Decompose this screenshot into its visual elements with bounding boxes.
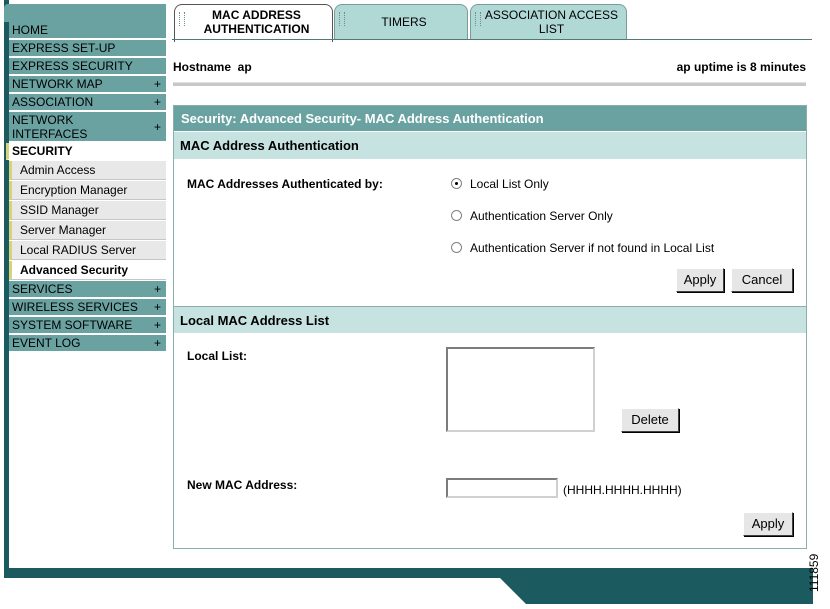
sidebar-subitem-admin-access[interactable] [9, 161, 166, 180]
new-mac-address-input[interactable] [446, 478, 558, 498]
radio-button-selected[interactable] [451, 178, 462, 189]
sidebar-subitem-label: Server Manager [20, 223, 107, 237]
radio-label: Authentication Server Only [470, 209, 613, 223]
sidebar-subitem-local-radius-server[interactable] [9, 241, 166, 260]
sidebar-item-label: EXPRESS SET-UP [12, 41, 116, 55]
bottom-frame-tail [500, 578, 813, 604]
sidebar-item-label: ASSOCIATION [12, 95, 94, 109]
radio-label: Local List Only [470, 177, 549, 191]
sidebar-item-security[interactable] [6, 143, 166, 160]
uptime-text: ap uptime is 8 minutes [676, 60, 806, 74]
tab-underline [172, 39, 812, 40]
mac-format-hint: (HHHH.HHHH.HHHH) [563, 483, 682, 497]
tab-label: MAC ADDRESS AUTHENTICATION [203, 8, 310, 36]
sidebar-item-label: EVENT LOG [12, 336, 81, 350]
sidebar-item-association[interactable] [9, 94, 166, 111]
sidebar-item-label: EXPRESS SECURITY [12, 59, 133, 73]
section-header-mac-auth: MAC Address Authentication [174, 132, 806, 159]
sidebar-subitem-advanced-security[interactable] [9, 261, 166, 280]
sidebar-subitem-encryption-manager[interactable] [9, 181, 166, 200]
expand-plus-icon[interactable]: + [153, 120, 161, 134]
bottom-frame-bar [4, 568, 813, 578]
expand-plus-icon[interactable]: + [153, 336, 161, 350]
sidebar-item-label: SYSTEM SOFTWARE [12, 318, 133, 332]
hostname-text: Hostname ap [173, 60, 252, 74]
local-mac-list-box[interactable] [446, 347, 595, 432]
figure-number: 111859 [807, 553, 821, 592]
sidebar-item-wireless-services[interactable] [9, 299, 166, 316]
new-mac-address-label: New MAC Address: [187, 478, 298, 492]
sidebar-item-label: WIRELESS SERVICES [12, 300, 138, 314]
tab-label: ASSOCIATION ACCESS LIST [484, 8, 619, 36]
sidebar-subitem-label: SSID Manager [20, 203, 99, 217]
panel-title: Security: Advanced Security- MAC Address Authentication [174, 106, 806, 131]
section-header-local-mac-list: Local MAC Address List [174, 306, 806, 333]
sidebar-item-express-setup[interactable] [9, 40, 166, 57]
sidebar-item-network-interfaces[interactable] [9, 112, 166, 142]
expand-plus-icon[interactable]: + [153, 318, 161, 332]
sidebar-item-label: SECURITY [12, 144, 73, 158]
sidebar-subitem-server-manager[interactable] [9, 221, 166, 240]
sidebar-subitem-label: Advanced Security [20, 263, 129, 277]
tab-label: TIMERS [381, 15, 427, 29]
sidebar-blank-area [9, 352, 166, 568]
sidebar-subitem-label: Encryption Manager [20, 183, 128, 197]
apply-button[interactable]: Apply [676, 268, 724, 292]
sidebar-subitem-ssid-manager[interactable] [9, 201, 166, 220]
sidebar-item-network-map[interactable] [9, 76, 166, 93]
expand-plus-icon[interactable]: + [153, 300, 161, 314]
sidebar-item-services[interactable] [9, 281, 166, 298]
tab-mac-address-authentication[interactable] [174, 4, 333, 42]
sidebar-item-label: HOME [12, 23, 48, 37]
sidebar-item-express-security[interactable] [9, 58, 166, 75]
sidebar-item-label: SERVICES [12, 282, 73, 296]
sidebar-top-cap [4, 4, 166, 22]
sidebar-subitem-label: Admin Access [20, 163, 96, 177]
sidebar-item-label: NETWORK MAP [12, 77, 103, 91]
expand-plus-icon[interactable]: + [153, 282, 161, 296]
header-divider [173, 82, 806, 86]
radio-button[interactable] [451, 210, 462, 221]
expand-plus-icon[interactable]: + [153, 77, 161, 91]
delete-button[interactable]: Delete [621, 408, 679, 432]
radio-button[interactable] [451, 242, 462, 253]
tab-association-access-list[interactable] [470, 4, 627, 40]
sidebar-item-system-software[interactable] [9, 317, 166, 334]
sidebar-subitem-label: Local RADIUS Server [20, 243, 137, 257]
sidebar-item-home[interactable] [9, 22, 166, 39]
sidebar-item-event-log[interactable] [9, 335, 166, 352]
apply-new-mac-button[interactable]: Apply [743, 512, 793, 536]
sidebar-item-label: NETWORK INTERFACES [12, 113, 88, 141]
tab-timers[interactable] [334, 4, 468, 40]
radio-label: Authentication Server if not found in Local List [470, 241, 715, 255]
local-list-label: Local List: [187, 349, 248, 363]
mac-auth-by-label: MAC Addresses Authenticated by: [187, 177, 383, 191]
cancel-button[interactable]: Cancel [731, 268, 793, 292]
expand-plus-icon[interactable]: + [153, 95, 161, 109]
